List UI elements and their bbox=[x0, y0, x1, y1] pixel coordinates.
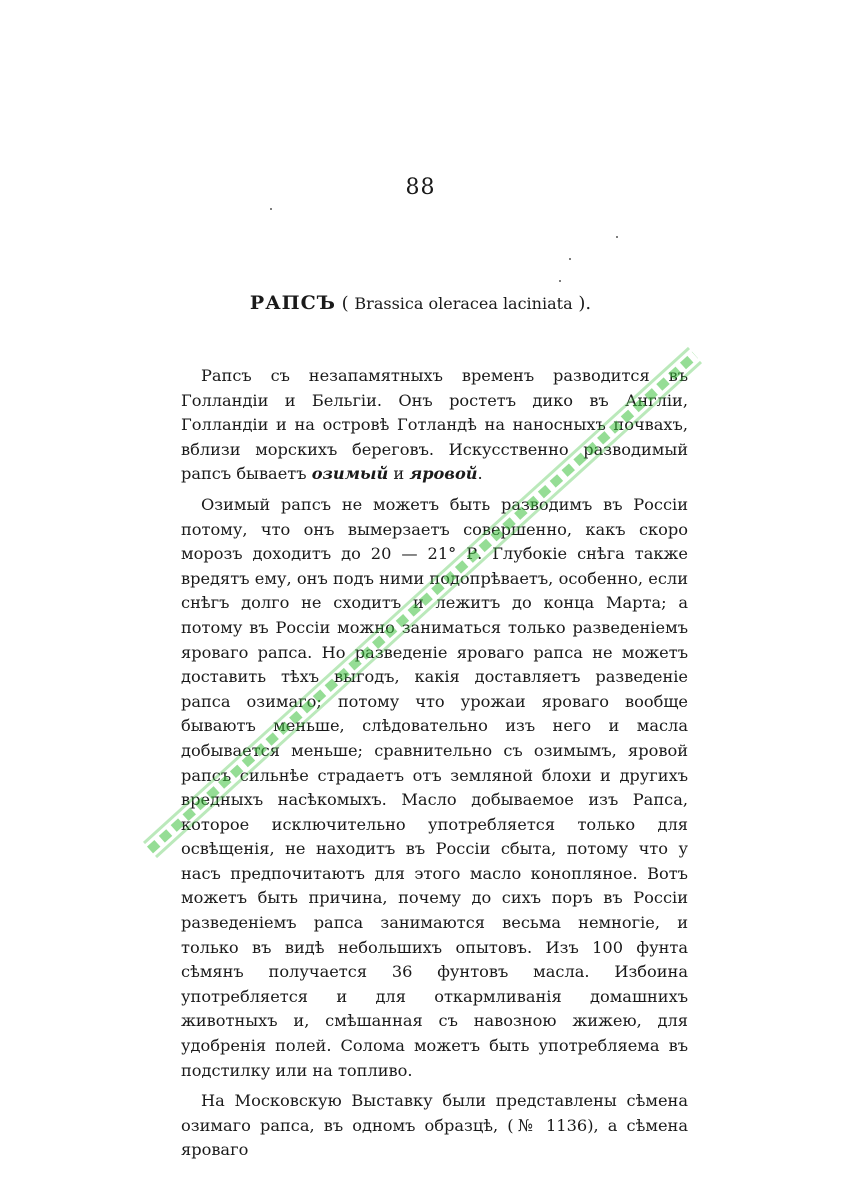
paragraph-3: На Московскую Выставку были представлены сѣмена озимаго рапса, въ одномъ образцѣ, (№ 1136), а сѣмена яроваго bbox=[181, 1091, 688, 1160]
section-heading bbox=[0, 292, 841, 314]
scan-speck bbox=[559, 280, 561, 282]
paragraph-2: Озимый рапсъ не можетъ быть разводимъ въ Россіи потому, что онъ вымерзаетъ совершенно, какъ скоро морозъ доходитъ до 20 — 21° Р. Глубокіе снѣга также вредятъ ему, онъ подъ ними подопрѣваетъ, особенно, если снѣгъ долго не сходитъ и лежитъ до конца Марта; а потому въ Россіи можно заниматься только разведеніемъ яроваго рапса. Но разведеніе яроваго рапса не можетъ доставить тѣхъ выгодъ, какія доставляетъ разведеніе рапса озимаго; потому что урожаи яроваго вообще бываютъ меньше, слѣдовательно изъ него и масла добывается меньше; сравнительно съ озимымъ, яровой рапсъ сильнѣе страдаетъ отъ земляной блохи и другихъ вредныхъ насѣкомыхъ. Масло добываемое изъ Рапса, которое исключительно употребляется только для освѣщенія, не находитъ въ Россіи сбыта, потому что у насъ предпочитаютъ для этого масло конопляное. Вотъ можетъ быть причина, почему до сихъ поръ въ Россіи разведеніемъ рапса занимаются весьма немногіе, и только въ видѣ небольшихъ опытовъ. Изъ 100 фунта сѣмянъ получается 36 фунтовъ масла. Избоина употребляется и для откармливанія домашнихъ животныхъ и, смѣшанная съ навозною жижею, для удобренія полей. Солома можетъ быть употребляема въ подстилку или на топливо. bbox=[181, 494, 688, 1080]
paragraph-1-text: Рапсъ съ незапамятныхъ временъ разводится въ Голландіи и Бельгіи. Онъ ростетъ дико въ Англіи, Голландіи и на островѣ Готландѣ на наносныхъ почвахъ, вблизи морскихъ береговъ. Искусственно разводимый рапсъ бываетъ bbox=[181, 366, 688, 484]
heading-paren-close: ). bbox=[572, 293, 592, 314]
page-number: 88 bbox=[405, 175, 436, 200]
heading-title: РАПСЪ bbox=[249, 292, 336, 314]
scan-speck bbox=[616, 236, 618, 238]
body-text bbox=[181, 364, 688, 1163]
heading-paren-open: ( bbox=[341, 293, 355, 314]
heading-latin-name: Brassica oleracea laciniata bbox=[354, 294, 573, 313]
paragraph-1-end: . bbox=[477, 464, 483, 484]
scan-speck bbox=[270, 208, 272, 210]
paragraph-1 bbox=[181, 364, 688, 487]
paragraph-1-emphasis-spring: яровой bbox=[409, 464, 478, 484]
paragraph-1-conjunction: и bbox=[388, 464, 410, 484]
paragraph-1-emphasis-winter: озимый bbox=[311, 464, 389, 484]
scan-speck bbox=[569, 258, 571, 260]
